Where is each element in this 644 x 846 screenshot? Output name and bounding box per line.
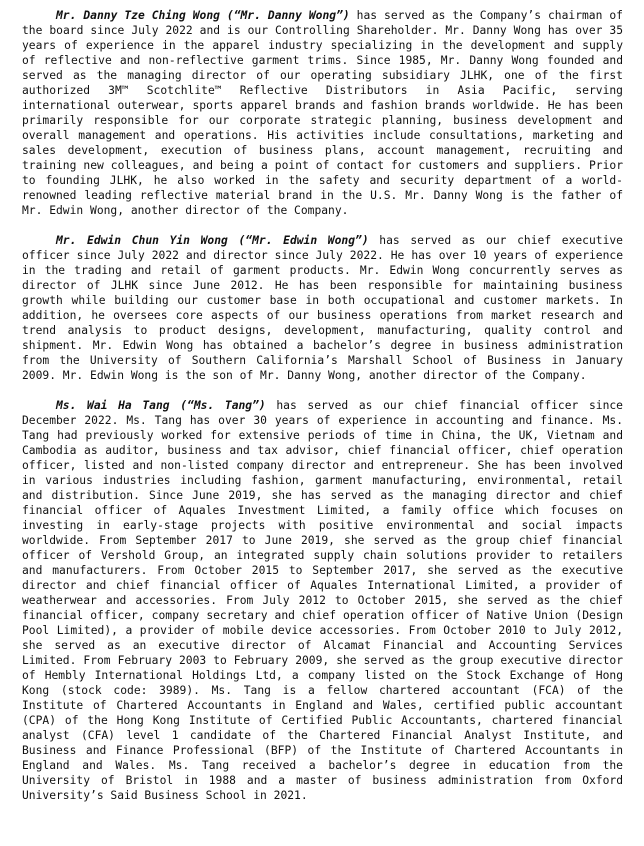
bio-name-danny-wong: Mr. Danny Tze Ching Wong (“Mr. Danny Wong”): [56, 9, 350, 22]
bio-paragraph-danny-wong: [22, 8, 623, 218]
bio-name-edwin-wong: Mr. Edwin Chun Yin Wong (“Mr. Edwin Wong”): [56, 234, 369, 247]
bio-paragraph-tang: [22, 398, 623, 803]
bio-text-tang: has served as our chief financial officer since December 2022. Ms. Tang has over 30 years of experience in accounting and finance. Ms. Tang had previously worked for extensive periods of time in China, the UK, Vietnam and Cambodia as auditor, business and tax advisor, chief financial officer, chief operation officer, listed and non-listed company director and entrepreneur. She has been involved in various industries including fashion, garment manufacturing, environmental, retail and distribution. Since June 2019, she has served as the managing director and chief financial officer of Aquales Investment Limited, a family office which focuses on investing in early-stage projects with positive environmental and social impacts worldwide. From September 2017 to June 2019, she served as the group chief financial officer of Vershold Group, an integrated supply chain solutions provider to retailers and manufacturers. From October 2015 to September 2017, she served as the executive director and chief financial officer of Aquales International Limited, a provider of weatherwear and accessories. From July 2012 to October 2015, she served as the chief financial officer, company secretary and chief operation officer of Native Union (Design Pool Limited), a provider of mobile device accessories. From October 2010 to July 2012, she served as an executive director of Alcamat Financial and Accounting Services Limited. From February 2003 to February 2009, she served as the group executive director of Hembly International Holdings Ltd, a company listed on the Stock Exchange of Hong Kong (stock code: 3989). Ms. Tang is a fellow chartered accountant (FCA) of the Institute of Chartered Accountants in England and Wales, certified public accountant (CPA) of the Hong Kong Institute of Certified Public Accountants, chartered financial analyst (CFA) level 1 candidate of the Chartered Financial Analyst Institute, and Business and Finance Professional (BFP) of the Institute of Chartered Accountants in England and Wales. Ms. Tang received a bachelor’s degree in education from the University of Bristol in 1988 and a master of business administration from Oxford University’s Said Business School in 2021.: [22, 399, 623, 802]
bio-text-edwin-wong: has served as our chief executive officer since July 2022 and director since July 2022. He has over 10 years of experience in the trading and retail of garment products. Mr. Edwin Wong concurrently serves as director of JLHK since June 2012. He has been responsible for maintaining business growth while building our customer base in both occupational and customer markets. In addition, he oversees core aspects of our business operations from market research and trend analysis to product designs, development, manufacturing, quality control and shipment. Mr. Edwin Wong has obtained a bachelor’s degree in business administration from the University of Southern California’s Marshall School of Business in January 2009. Mr. Edwin Wong is the son of Mr. Danny Wong, another director of the Company.: [22, 234, 623, 382]
bio-paragraph-edwin-wong: [22, 233, 623, 383]
bio-text-danny-wong: has served as the Company’s chairman of the board since July 2022 and is our Controlling Shareholder. Mr. Danny Wong has over 35 years of experience in the apparel industry specializing in the development and supply of reflective and non-reflective garment trims. Since 1985, Mr. Danny Wong founded and served as the managing director of our operating subsidiary JLHK, one of the first authorized 3M™ Scotchlite™ Reflective Distributors in Asia Pacific, serving international outerwear, sports apparel brands and fashion brands worldwide. He has been primarily responsible for our corporate strategic planning, business development and overall management and operations. His activities include consultations, marketing and sales development, execution of business plans, account management, recruiting and training new colleagues, and being a point of contact for customers and suppliers. Prior to founding JLHK, he also worked in the safety and security department of a world-renowned leading reflective material brand in the U.S. Mr. Danny Wong is the father of Mr. Edwin Wong, another director of the Company.: [22, 9, 623, 217]
bio-name-tang: Ms. Wai Ha Tang (“Ms. Tang”): [56, 399, 266, 412]
